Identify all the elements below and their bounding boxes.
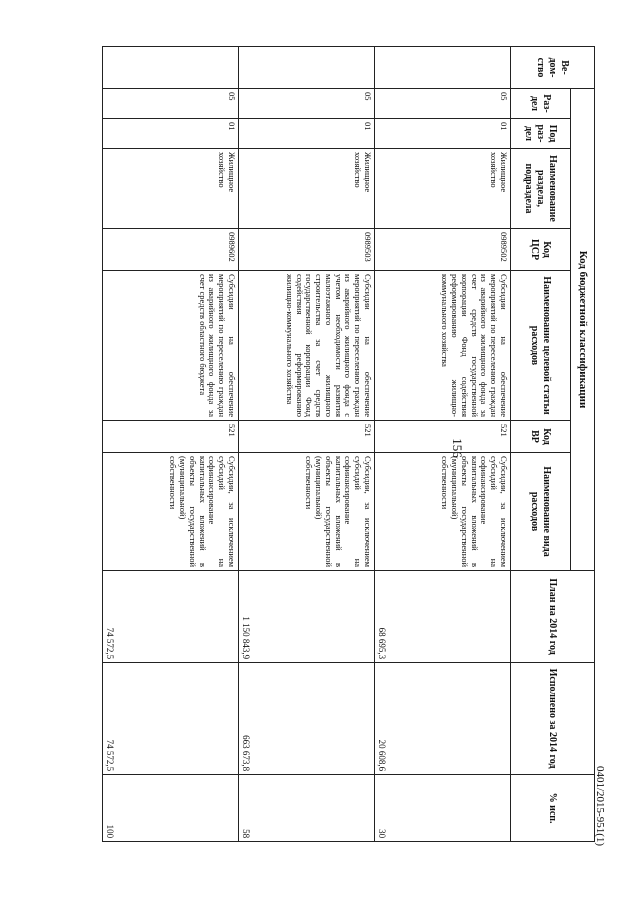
- header-razdel: Раз- дел: [511, 89, 571, 119]
- cell-vr-code: 521: [239, 421, 375, 453]
- header-podrazdel: Под раз- дел: [511, 119, 571, 149]
- rotated-table-container: [55, 46, 595, 841]
- cell-vr-code: 521: [375, 421, 511, 453]
- cell-executed: 74 572,5: [103, 663, 239, 775]
- cell-percent: 100: [103, 775, 239, 842]
- header-expense-type: Наименование вида расходов: [511, 453, 571, 571]
- header-vedomstvo: Ве- дом- ство: [511, 47, 595, 89]
- cell-vedomstvo: [375, 47, 511, 89]
- cell-target-name: Субсидии на обеспечение мероприятий по переселению граждан из аварийного жилищного фонда за счет средств областного бюджета: [103, 271, 239, 421]
- cell-vedomstvo: [239, 47, 375, 89]
- cell-expense-type: Субсидии, за исключением субсидий на софинансирование капитальных вложений в объекты государственной (муниципальной) собственности: [103, 453, 239, 571]
- page-number: 156: [450, 438, 465, 458]
- budget-table: [102, 46, 595, 842]
- cell-razdel: 05: [239, 89, 375, 119]
- header-vr-code: Код ВР: [511, 421, 571, 453]
- cell-podrazdel: 01: [103, 119, 239, 149]
- cell-plan: 68 695,3: [375, 571, 511, 663]
- cell-plan: 74 572,5: [103, 571, 239, 663]
- header-percent: % исп.: [511, 775, 595, 842]
- cell-podrazdel: 01: [239, 119, 375, 149]
- cell-expense-type: Субсидии, за исключением субсидий на софинансирование капитальных вложений в объекты государственной (муниципальной) собственности: [375, 453, 511, 571]
- cell-target-name: Субсидии на обеспечение мероприятий по переселению граждан из аварийного жилищного фонда за счет средств государственной корпорации Фонд содействия реформированию жилищно-коммунального хозяйства: [375, 271, 511, 421]
- cell-section-name: Жилищное хозяйство: [103, 149, 239, 229]
- cell-percent: 58: [239, 775, 375, 842]
- cell-executed: 20 608,6: [375, 663, 511, 775]
- header-budget-classification: Код бюджетной классификации: [571, 89, 595, 571]
- header-target-name: Наименование целевой статьи расходов: [511, 271, 571, 421]
- cell-target-name: Субсидии на обеспечение мероприятий по переселению граждан из аварийного жилищного фонда с учетом необходимости развития малоэтажного жилищного строительства за счет средств государственной корпорации Фонд содействия реформированию жилищно-коммунального хозяйства: [239, 271, 375, 421]
- cell-razdel: 05: [103, 89, 239, 119]
- cell-razdel: 05: [375, 89, 511, 119]
- cell-csr-code: 0989602: [103, 229, 239, 271]
- cell-section-name: Жилищное хозяйство: [375, 149, 511, 229]
- header-csr-code: Код ЦСР: [511, 229, 571, 271]
- cell-executed: 663 673,8: [239, 663, 375, 775]
- table-row: [103, 47, 239, 842]
- cell-csr-code: 0989502: [375, 229, 511, 271]
- cell-section-name: Жилищное хозяйство: [239, 149, 375, 229]
- header-executed: Исполнено за 2014 год: [511, 663, 595, 775]
- cell-percent: 30: [375, 775, 511, 842]
- header-plan: План на 2014 год: [511, 571, 595, 663]
- header-section-name: Наименование раздела, подраздела: [511, 149, 571, 229]
- document-code: 0401/2015-951(1): [594, 765, 606, 847]
- table-row: [375, 47, 511, 842]
- cell-vr-code: 521: [103, 421, 239, 453]
- table-row: [239, 47, 375, 842]
- cell-plan: 1 150 843,9: [239, 571, 375, 663]
- cell-expense-type: Субсидии, за исключением субсидий на софинансирование капитальных вложений в объекты государственной (муниципальной) собственности: [239, 453, 375, 571]
- cell-podrazdel: 01: [375, 119, 511, 149]
- cell-vedomstvo: [103, 47, 239, 89]
- cell-csr-code: 0989503: [239, 229, 375, 271]
